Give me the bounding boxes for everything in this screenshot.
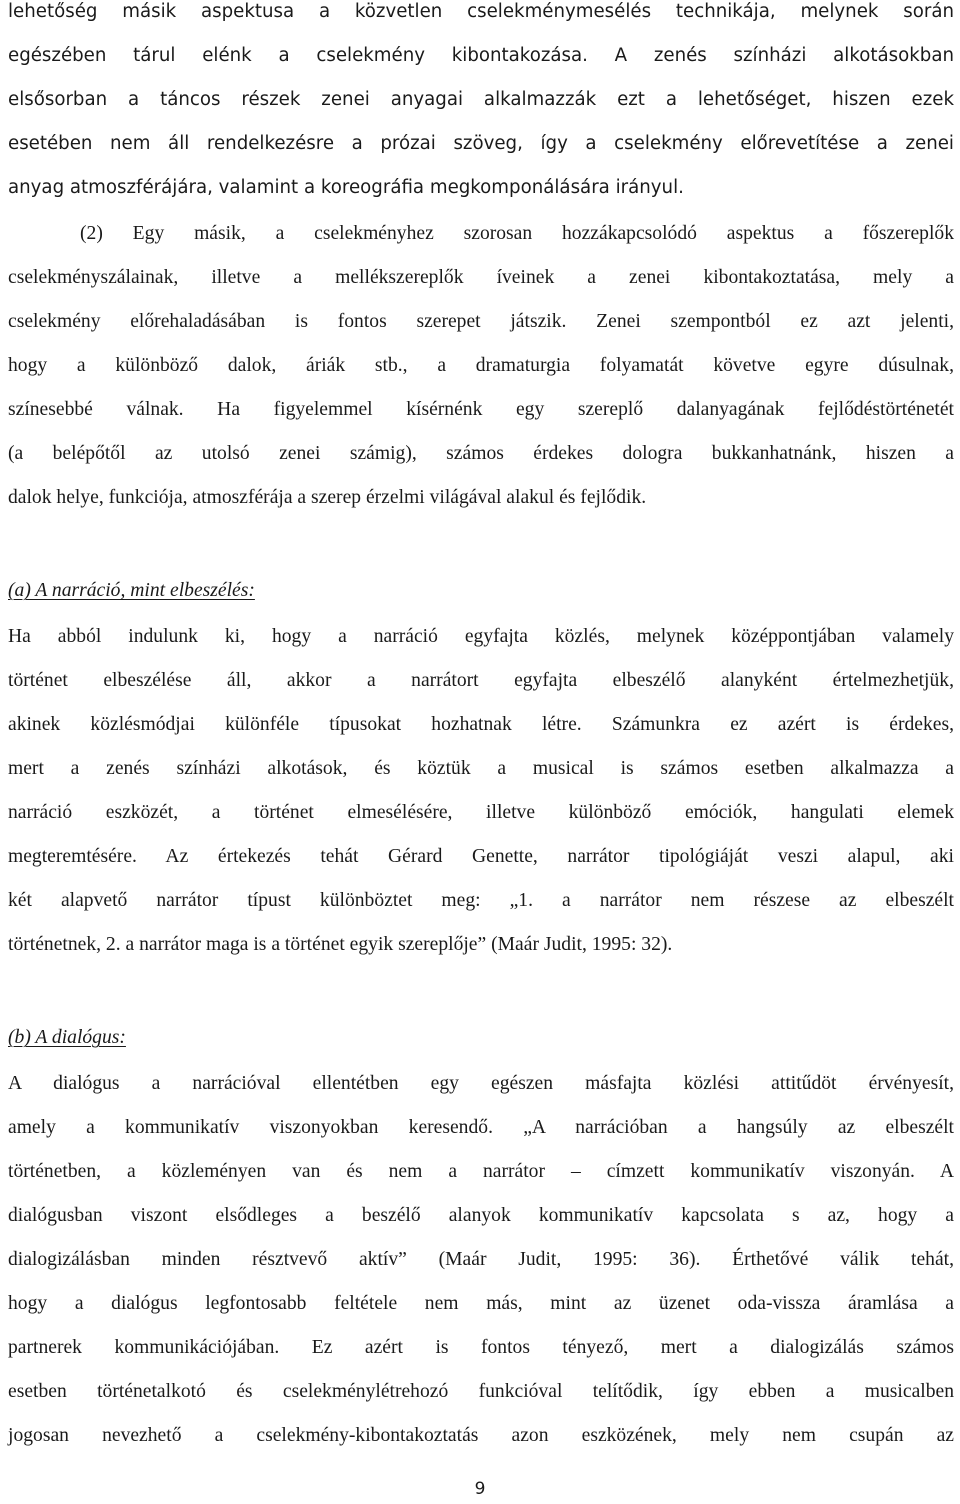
text-line: jogosan nevezhető a cselekmény-kibontakoztatás azon eszközének, mely nem csupán az xyxy=(8,1425,954,1446)
text-line: dialógusban viszont elsődleges a beszélő alanyok kommunikatív kapcsolata s az, hogy a xyxy=(8,1205,954,1226)
text-line: akinek közlésmódjai különféle típusokat hozhatnak létre. Számunkra ez azért is érdekes, xyxy=(8,714,954,735)
section-heading-narration: (a) A narráció, mint elbeszélés: xyxy=(8,580,255,601)
text-line: megteremtésére. Az értekezés tehát Gérard Genette, narrátor tipológiáját veszi alapul, aki xyxy=(8,846,954,867)
text-line: cselekmény előrehaladásában is fontos szerepet játszik. Zenei szempontból ez azt jelenti, xyxy=(8,311,954,332)
text-line: (2) Egy másik, a cselekményhez szorosan hozzákapcsolódó aspektus a főszereplők xyxy=(80,223,954,244)
text-line: amely a kommunikatív viszonyokban keresendő. „A narrációban a hangsúly az elbeszélt xyxy=(8,1117,954,1138)
text-line: dialogizálásban minden résztvevő aktív” (Maár Judit, 1995: 36). Érthetővé válik tehát, xyxy=(8,1249,954,1270)
text-line: Ha abból indulunk ki, hogy a narráció egyfajta közlés, melynek középpontjában valamely xyxy=(8,626,954,647)
text-line: egészében tárul elénk a cselekmény kibontakozása. A zenés színházi alkotásokban xyxy=(8,45,954,66)
text-line: esetben történetalkotó és cselekménylétrehozó funkcióval telítődik, így ebben a musicalben xyxy=(8,1381,954,1402)
text-line: két alapvető narrátor típust különböztet meg: „1. a narrátor nem részese az elbeszélt xyxy=(8,890,954,911)
text-line: hogy a dialógus legfontosabb feltétele nem más, mint az üzenet oda-vissza áramlása a xyxy=(8,1293,954,1314)
text-line: történet elbeszélése áll, akkor a narrátort egyfajta elbeszélő alanyként értelmezhetjük, xyxy=(8,670,954,691)
page-number: 9 xyxy=(474,1479,486,1499)
text-line: mert a zenés színházi alkotások, és köztük a musical is számos esetben alkalmazza a xyxy=(8,758,954,779)
text-line: esetében nem áll rendelkezésre a prózai szöveg, így a cselekmény előrevetítése a zenei xyxy=(8,133,954,154)
text-line: lehetőség másik aspektusa a közvetlen cselekménymesélés technikája, melynek során xyxy=(8,1,954,22)
text-line: elsősorban a táncos részek zenei anyagai alkalmazzák ezt a lehetőséget, hiszen ezek xyxy=(8,89,954,110)
text-line: partnerek kommunikációjában. Ez azért is fontos tényező, mert a dialogizálás számos xyxy=(8,1337,954,1358)
text-line: hogy a különböző dalok, áriák stb., a dramaturgia folyamatát követve egyre dúsulnak, xyxy=(8,355,954,376)
text-line: cselekményszálainak, illetve a mellékszereplők íveinek a zenei kibontakoztatása, mely a xyxy=(8,267,954,288)
text-line: A dialógus a narrációval ellentétben egy egészen másfajta közlési attitűdöt érvényesít, xyxy=(8,1073,954,1094)
text-line: történetben, a közleményen van és nem a narrátor – címzett kommunikatív viszonyán. A xyxy=(8,1161,954,1182)
text-line: történetnek, 2. a narrátor maga is a történet egyik szereplője” (Maár Judit, 1995: 32). xyxy=(8,934,673,955)
text-line: színesebbé válnak. Ha figyelemmel kísérnénk egy szereplő dalanyagának fejlődéstörténetét xyxy=(8,399,954,420)
text-line: dalok helye, funkciója, atmoszférája a szerep érzelmi világával alakul és fejlődik. xyxy=(8,487,647,508)
text-line: (a belépőtől az utolsó zenei számig), számos érdekes dologra bukkanhatnánk, hiszen a xyxy=(8,443,954,464)
text-line: anyag atmoszférájára, valamint a koreográfia megkomponálására irányul. xyxy=(8,177,684,198)
text-line: narráció eszközét, a történet elmesélésére, illetve különböző emóciók, hangulati elemek xyxy=(8,802,954,823)
section-heading-dialogue: (b) A dialógus: xyxy=(8,1027,126,1048)
